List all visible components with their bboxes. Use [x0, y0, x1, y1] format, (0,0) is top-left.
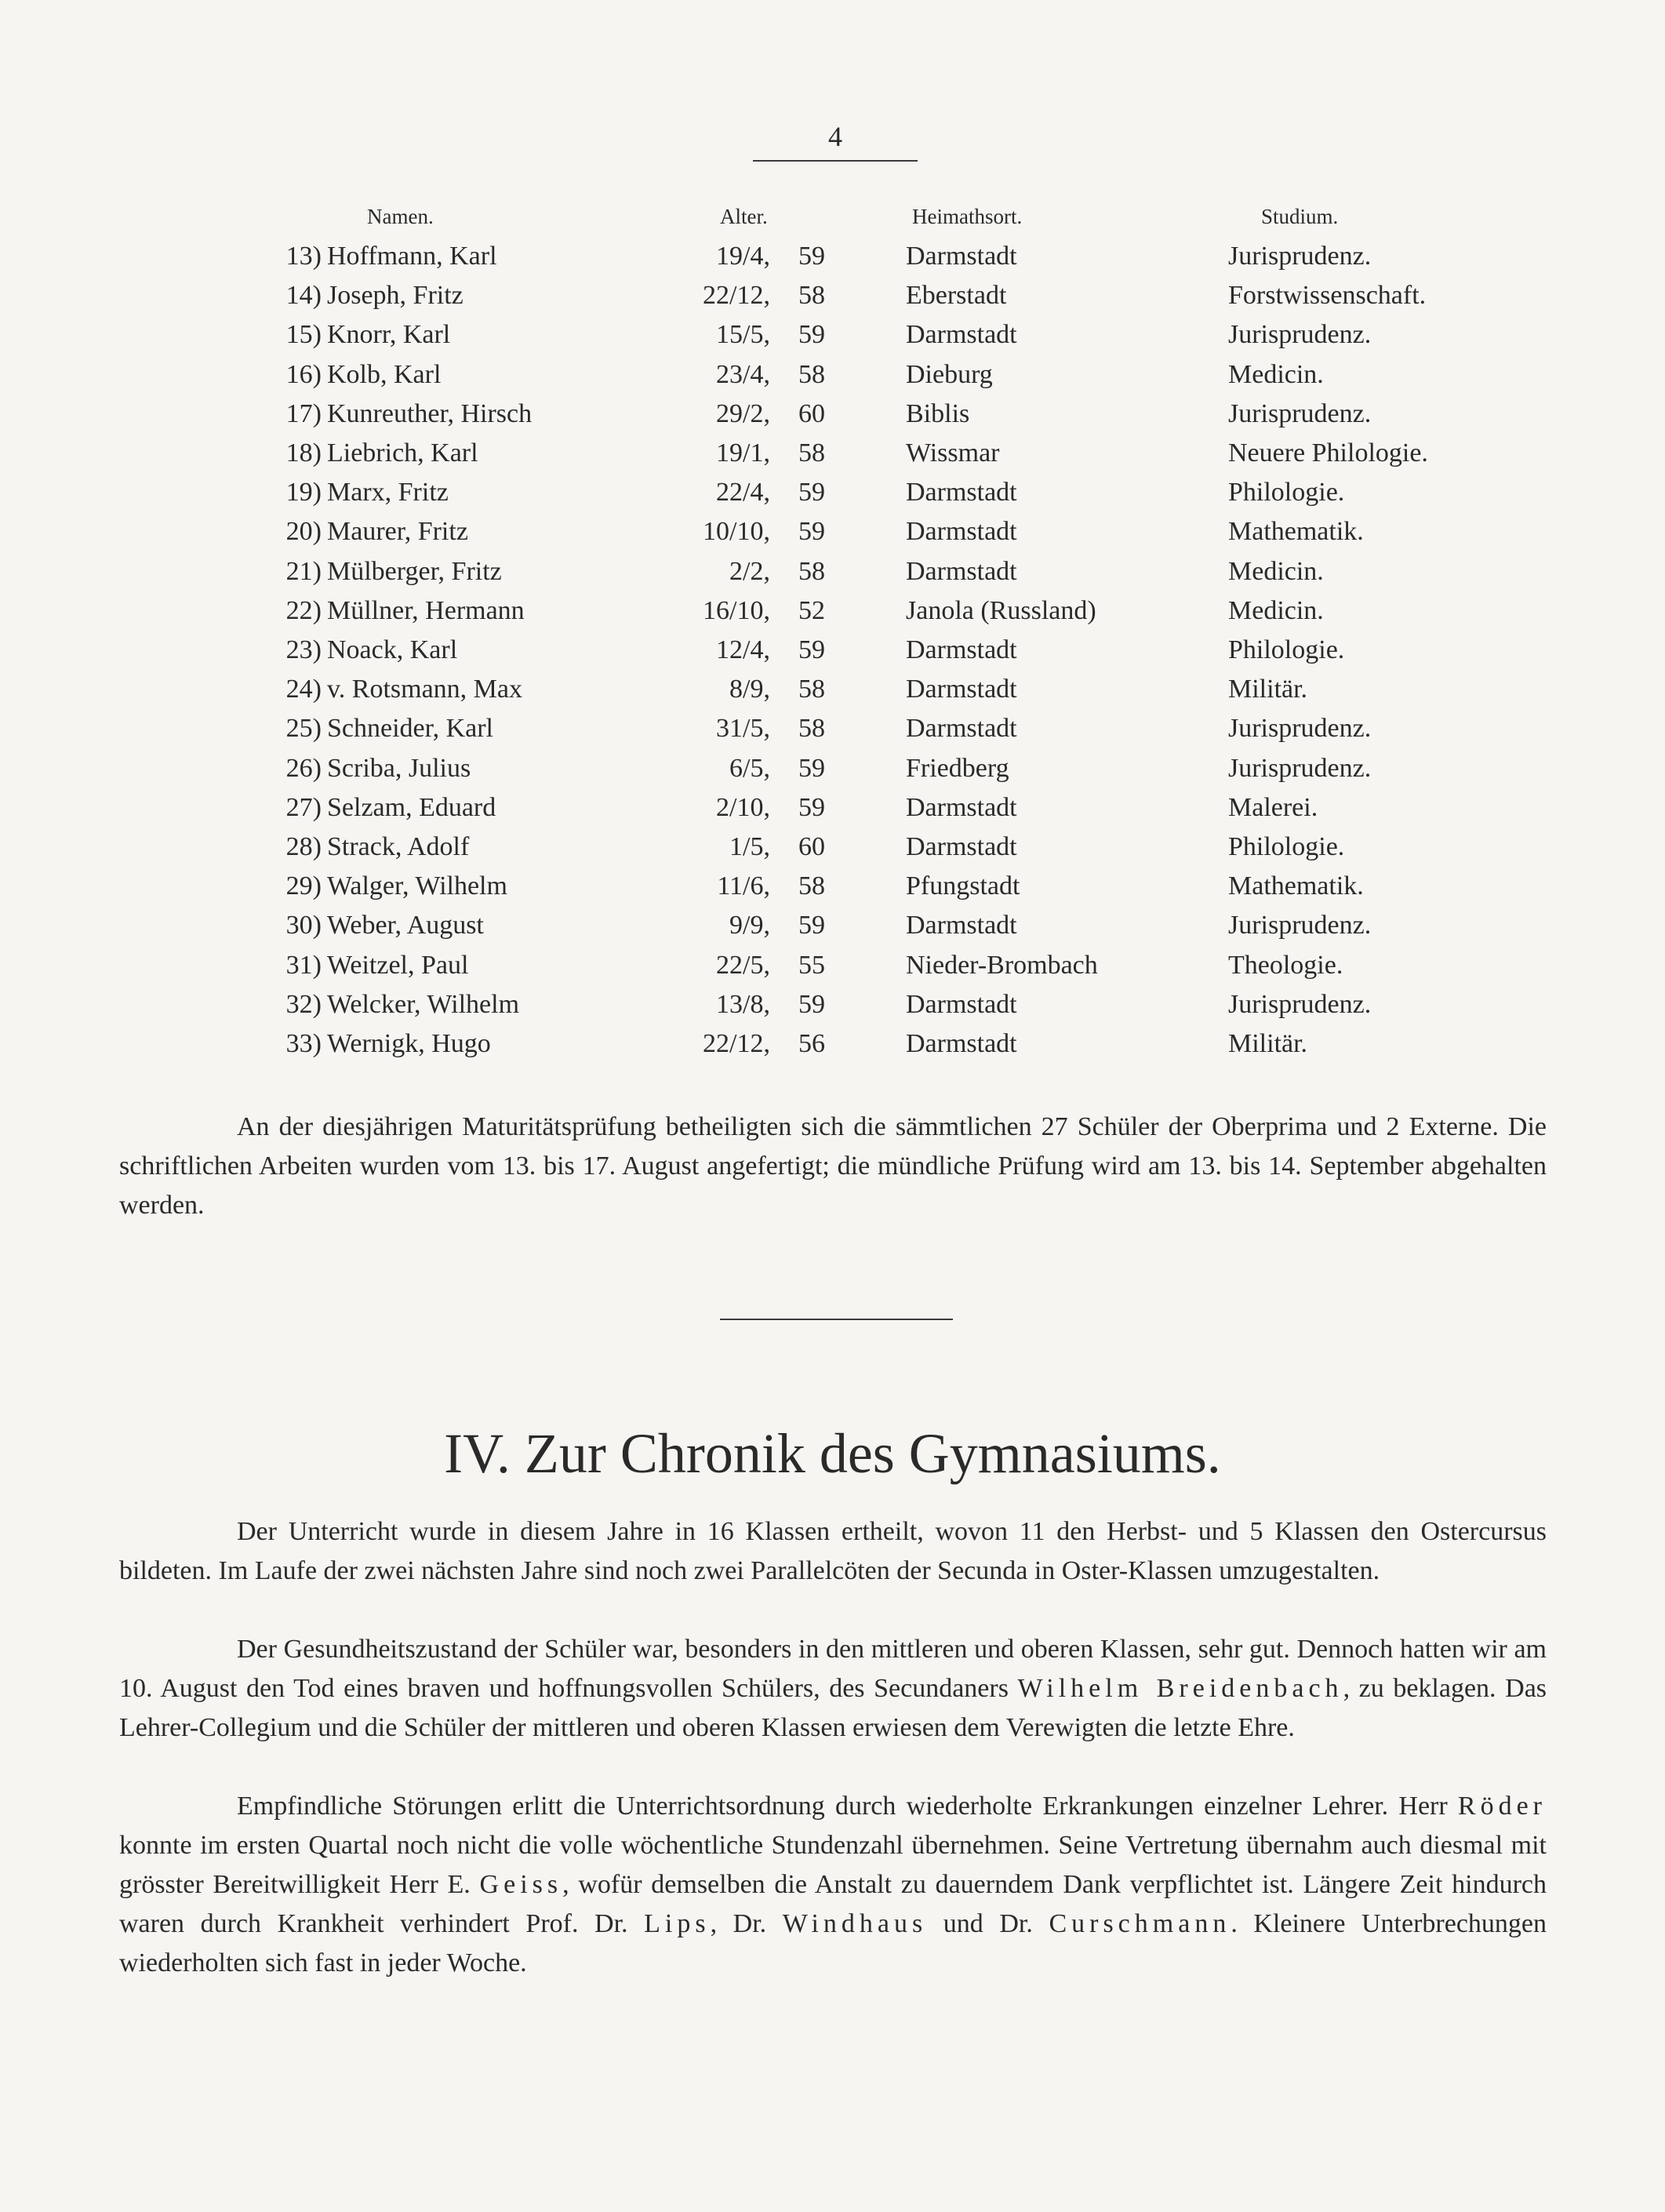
student-table-header [0, 201, 1665, 232]
hometown: Friedberg [906, 753, 1009, 783]
paragraph-text: , Dr. [710, 1909, 783, 1938]
birth-year: 59 [798, 320, 825, 350]
field-of-study: Neuere Philologie. [1228, 438, 1428, 468]
student-name: Hoffmann, Karl [327, 242, 497, 271]
paragraph-text: , wofür demselben die Anstalt zu dauerndem Dank verpflichtet ist. Längere Zeit hindurch waren durch Krankheit verhindert Prof. Dr. [119, 1870, 1547, 1938]
student-name: Welcker, Wilhelm [327, 989, 520, 1019]
birth-date: 10/10, [703, 517, 770, 547]
birth-year: 58 [798, 714, 825, 744]
row-number: 24) [285, 675, 322, 704]
hometown: Darmstadt [906, 517, 1017, 547]
birth-year: 59 [798, 242, 825, 271]
hometown: Janola (Russland) [906, 595, 1096, 625]
birth-date: 16/10, [703, 595, 770, 625]
student-name: Liebrich, Karl [327, 438, 478, 468]
teacher-name-geiss: Geiss [479, 1870, 563, 1899]
row-number: 18) [285, 438, 322, 468]
student-name: Marx, Fritz [327, 478, 449, 508]
birth-year: 59 [798, 989, 825, 1019]
table-row [0, 828, 1665, 867]
birth-date: 8/9, [729, 675, 770, 704]
row-number: 27) [285, 792, 322, 822]
birth-year: 59 [798, 517, 825, 547]
table-row [0, 670, 1665, 709]
student-name: Wernigk, Hugo [327, 1029, 491, 1058]
field-of-study: Philologie. [1228, 478, 1345, 508]
table-row [0, 1024, 1665, 1064]
row-number: 17) [285, 398, 322, 428]
birth-year: 59 [798, 478, 825, 508]
table-row [0, 631, 1665, 670]
row-number: 14) [285, 281, 322, 311]
student-name: Weber, August [327, 911, 484, 940]
table-row [0, 985, 1665, 1024]
hometown: Wissmar [906, 438, 1000, 468]
student-name: Schneider, Karl [327, 714, 494, 744]
birth-year: 59 [798, 911, 825, 940]
exam-paragraph: An der diesjährigen Maturitätsprüfung betheiligten sich die sämmtlichen 27 Schüler der Oberprima und 2 Externe. Die schriftlichen Arbeiten wurden vom 13. bis 17. August angefertigt; die mündliche Prüfung wird am 13. bis 14. September abgehalten werden. [119, 1112, 1547, 1220]
birth-date: 23/4, [716, 359, 770, 389]
student-name: Mülberger, Fritz [327, 556, 502, 586]
birth-year: 59 [798, 792, 825, 822]
birth-date: 15/5, [716, 320, 770, 350]
birth-date: 2/10, [716, 792, 770, 822]
student-name: Kunreuther, Hirsch [327, 398, 533, 428]
teacher-name-curschmann: Curschmann [1049, 1909, 1231, 1938]
paragraph-text: Empfindliche Störungen erlitt die Unterrichtsordnung durch wiederholte Erkrankungen einzelner Lehrer. Herr [237, 1792, 1458, 1821]
field-of-study: Medicin. [1228, 359, 1324, 389]
table-row [0, 749, 1665, 788]
birth-year: 59 [798, 635, 825, 664]
header-study: Studium. [1261, 205, 1339, 228]
field-of-study: Jurisprudenz. [1228, 989, 1372, 1019]
birth-date: 19/4, [716, 242, 770, 271]
paragraph-text: . Kleinere Unterbrechungen wiederholten sich fast in jeder Woche. [119, 1909, 1547, 1977]
birth-date: 22/4, [716, 478, 770, 508]
hometown: Darmstadt [906, 911, 1017, 940]
table-row [0, 315, 1665, 355]
row-number: 32) [285, 989, 322, 1019]
hometown: Darmstadt [906, 832, 1017, 861]
row-number: 20) [285, 517, 322, 547]
birth-year: 58 [798, 675, 825, 704]
section-heading: IV. Zur Chronik des Gymnasiums. [444, 1422, 1221, 1485]
table-row [0, 434, 1665, 473]
student-name: Noack, Karl [327, 635, 458, 664]
student-name: Weitzel, Paul [327, 950, 469, 980]
row-number: 22) [285, 595, 322, 625]
birth-date: 2/2, [729, 556, 770, 586]
birth-date: 11/6, [717, 871, 770, 901]
paragraph-text: konnte im ersten Quartal noch nicht die volle wöchentliche Stundenzahl übernehmen. Seine Vertretung übernahm auch diesmal mit grösster Bereitwilligkeit Herr E. [119, 1831, 1547, 1899]
hometown: Darmstadt [906, 242, 1017, 271]
birth-year: 55 [798, 950, 825, 980]
hometown: Nieder-Brombach [906, 950, 1098, 980]
field-of-study: Medicin. [1228, 595, 1324, 625]
student-name: Walger, Wilhelm [327, 871, 507, 901]
paragraph-text: , zu beklagen. Das Lehrer-Collegium und die Schüler der mittleren und oberen Klassen erwiesen dem Verewigten die letzte Ehre. [119, 1674, 1547, 1742]
table-row [0, 552, 1665, 591]
hometown: Darmstadt [906, 1029, 1017, 1058]
birth-date: 22/12, [703, 1029, 770, 1058]
student-name: Strack, Adolf [327, 832, 470, 861]
field-of-study: Militär. [1228, 675, 1308, 704]
table-row [0, 473, 1665, 512]
row-number: 30) [285, 911, 322, 940]
birth-year: 58 [798, 438, 825, 468]
field-of-study: Jurisprudenz. [1228, 753, 1372, 783]
row-number: 23) [285, 635, 322, 664]
paragraph-text: Der Gesundheitszustand der Schüler war, besonders in den mittleren und oberen Klassen, sehr gut. Dennoch hatten wir am 10. August den Tod eines braven und hoffnungsvollen Schülers, des Secundaners [119, 1635, 1547, 1703]
hometown: Eberstadt [906, 281, 1007, 311]
hometown: Darmstadt [906, 714, 1017, 744]
row-number: 19) [285, 478, 322, 508]
header-name: Namen. [367, 205, 434, 228]
field-of-study: Jurisprudenz. [1228, 911, 1372, 940]
section-divider [720, 1319, 953, 1320]
table-row [0, 237, 1665, 276]
student-name: Müllner, Hermann [327, 595, 525, 625]
row-number: 15) [285, 320, 322, 350]
row-number: 29) [285, 871, 322, 901]
hometown: Darmstadt [906, 989, 1017, 1019]
page-number-rule [753, 160, 918, 162]
student-name: Selzam, Eduard [327, 792, 496, 822]
row-number: 16) [285, 359, 322, 389]
table-row [0, 788, 1665, 828]
birth-date: 31/5, [716, 714, 770, 744]
birth-year: 58 [798, 556, 825, 586]
hometown: Biblis [906, 398, 970, 428]
birth-date: 9/9, [729, 911, 770, 940]
table-row [0, 395, 1665, 434]
birth-date: 6/5, [729, 753, 770, 783]
hometown: Darmstadt [906, 675, 1017, 704]
student-name: v. Rotsmann, Max [327, 675, 523, 704]
student-name: Joseph, Fritz [327, 281, 464, 311]
hometown: Dieburg [906, 359, 993, 389]
row-number: 21) [285, 556, 322, 586]
birth-date: 19/1, [716, 438, 770, 468]
field-of-study: Jurisprudenz. [1228, 714, 1372, 744]
birth-year: 60 [798, 398, 825, 428]
table-row [0, 276, 1665, 315]
field-of-study: Jurisprudenz. [1228, 398, 1372, 428]
header-age: Alter. [720, 205, 768, 228]
field-of-study: Mathematik. [1228, 517, 1364, 547]
table-row [0, 906, 1665, 945]
header-hometown: Heimathsort. [912, 205, 1023, 228]
student-name: Maurer, Fritz [327, 517, 468, 547]
teacher-name-roeder: Röder [1457, 1792, 1547, 1821]
paragraph-text: und Dr. [927, 1909, 1049, 1938]
birth-year: 58 [798, 359, 825, 389]
birth-date: 29/2, [716, 398, 770, 428]
field-of-study: Jurisprudenz. [1228, 320, 1372, 350]
birth-year: 59 [798, 753, 825, 783]
table-row [0, 867, 1665, 906]
birth-year: 56 [798, 1029, 825, 1058]
field-of-study: Mathematik. [1228, 871, 1364, 901]
chronicle-paragraph-3 [119, 1787, 1547, 1983]
table-row [0, 355, 1665, 395]
birth-year: 58 [798, 281, 825, 311]
hometown: Darmstadt [906, 320, 1017, 350]
birth-date: 12/4, [716, 635, 770, 664]
field-of-study: Philologie. [1228, 832, 1345, 861]
chronicle-paragraph-2 [119, 1630, 1547, 1748]
row-number: 31) [285, 950, 322, 980]
row-number: 26) [285, 753, 322, 783]
hometown: Darmstadt [906, 792, 1017, 822]
hometown: Darmstadt [906, 478, 1017, 508]
birth-date: 13/8, [716, 989, 770, 1019]
birth-year: 60 [798, 832, 825, 861]
hometown: Darmstadt [906, 556, 1017, 586]
student-name: Scriba, Julius [327, 753, 471, 783]
chronicle-paragraph-1: Der Unterricht wurde in diesem Jahre in 16 Klassen ertheilt, wovon 11 den Herbst- und 5 Klassen den Ostercursus bildeten. Im Laufe der zwei nächsten Jahre sind noch zwei Parallelcöten der Secunda in Oster-Klassen umzugestalten. [119, 1517, 1547, 1585]
field-of-study: Philologie. [1228, 635, 1345, 664]
row-number: 13) [285, 242, 322, 271]
page-number: 4 [828, 121, 842, 152]
row-number: 28) [285, 832, 322, 861]
birth-date: 22/5, [716, 950, 770, 980]
birth-year: 52 [798, 595, 825, 625]
student-name-spaced: Wilhelm Breidenbach [1017, 1674, 1343, 1703]
hometown: Darmstadt [906, 635, 1017, 664]
field-of-study: Malerei. [1228, 792, 1318, 822]
row-number: 33) [285, 1029, 322, 1058]
row-number: 25) [285, 714, 322, 744]
birth-year: 58 [798, 871, 825, 901]
field-of-study: Medicin. [1228, 556, 1324, 586]
birth-date: 22/12, [703, 281, 770, 311]
teacher-name-lips: Lips [644, 1909, 711, 1938]
table-row [0, 512, 1665, 551]
field-of-study: Militär. [1228, 1029, 1308, 1058]
table-row [0, 946, 1665, 985]
hometown: Pfungstadt [906, 871, 1020, 901]
table-row [0, 591, 1665, 631]
field-of-study: Theologie. [1228, 950, 1343, 980]
student-name: Kolb, Karl [327, 359, 442, 389]
field-of-study: Forstwissenschaft. [1228, 281, 1427, 311]
field-of-study: Jurisprudenz. [1228, 242, 1372, 271]
table-row [0, 709, 1665, 748]
teacher-name-windhaus: Windhaus [782, 1909, 928, 1938]
student-name: Knorr, Karl [327, 320, 451, 350]
birth-date: 1/5, [729, 832, 770, 861]
